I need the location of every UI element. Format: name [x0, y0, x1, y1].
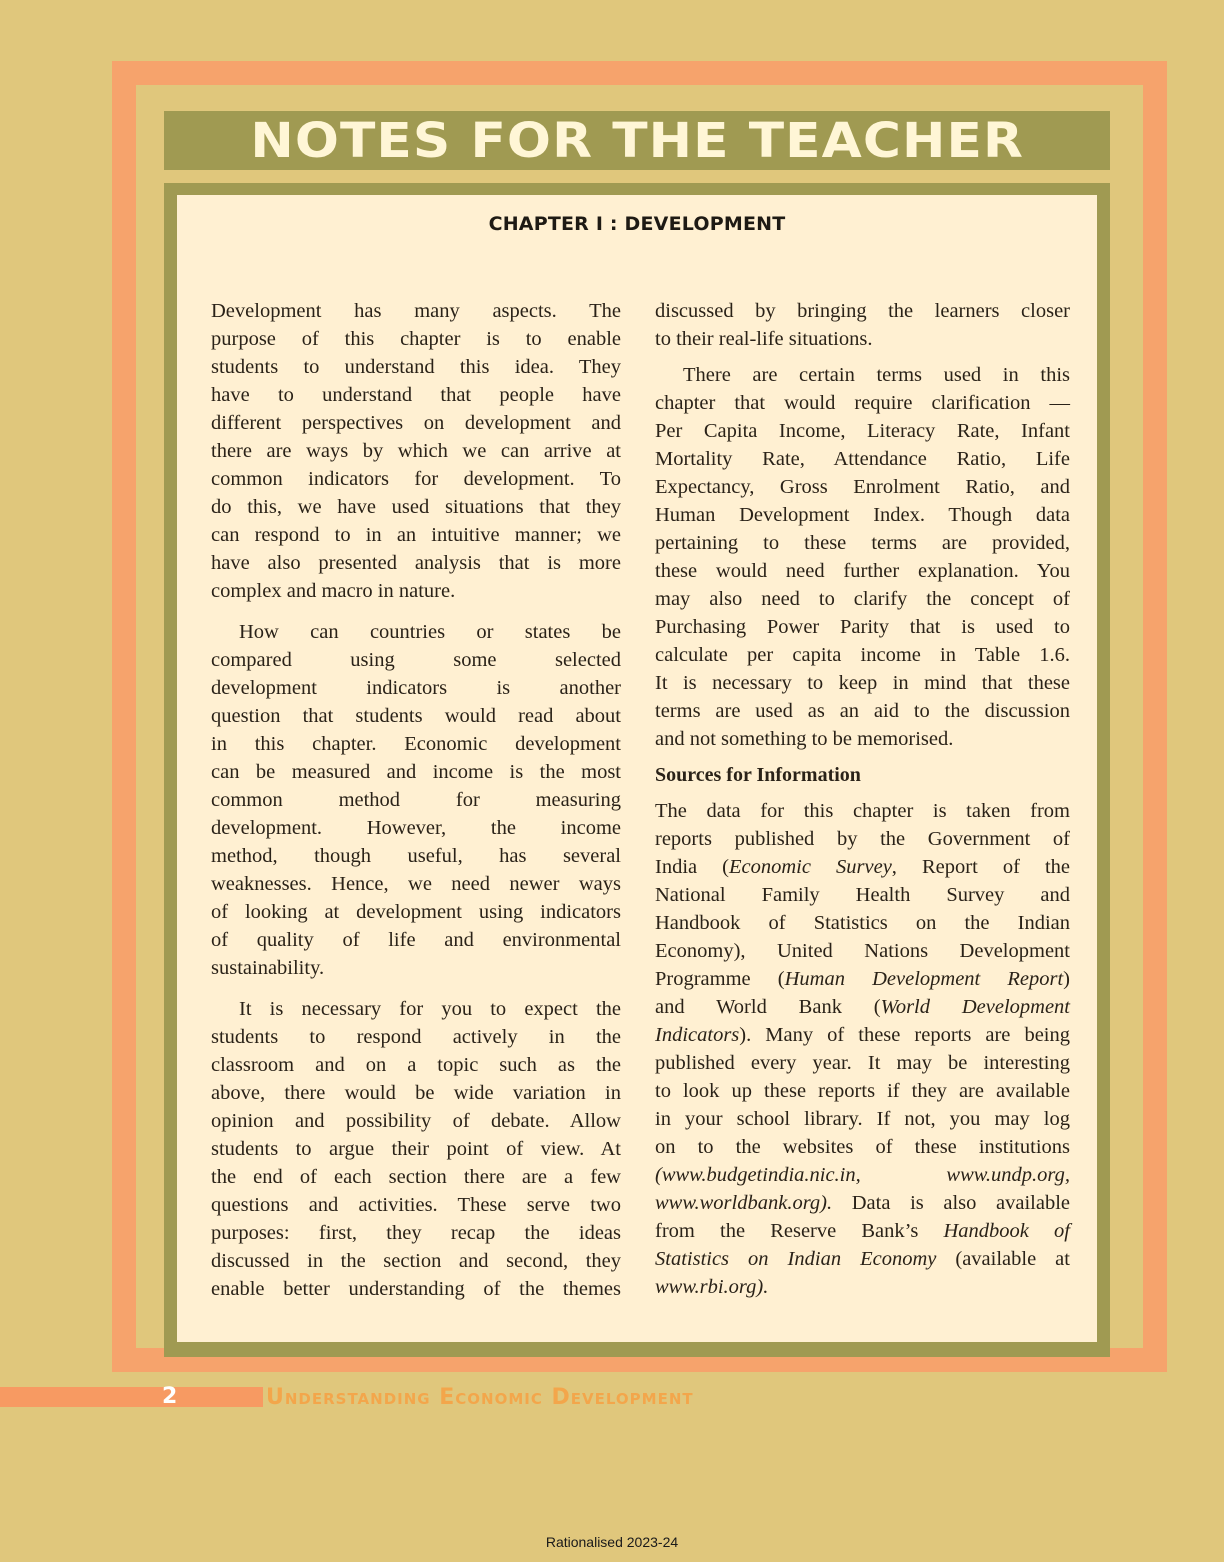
text-line: sustainability.: [211, 957, 325, 979]
text-line: students to respond actively in the: [211, 1026, 621, 1048]
text-line: enable better understanding of the themes: [211, 1278, 621, 1300]
paragraph-continuation: [655, 297, 1070, 353]
text-line: There are certain terms used in this: [683, 364, 1070, 386]
text-line: students to understand this idea. They: [211, 356, 621, 378]
text-line: to their real-life situations.: [655, 328, 873, 350]
text-line: weaknesses. Hence, we need newer ways: [211, 873, 621, 895]
chapter-heading: CHAPTER I : DEVELOPMENT: [488, 213, 786, 235]
text-line: development indicators is another: [211, 677, 621, 699]
text-line: development. However, the income: [211, 817, 621, 839]
text-line: opinion and possibility of debate. Allow: [211, 1110, 621, 1132]
text-line: The data for this chapter is taken from: [655, 800, 1070, 822]
text-line: It is necessary for you to expect the: [239, 998, 621, 1020]
text-line: above, there would be wide variation in: [211, 1082, 621, 1104]
book-title: Understanding Economic Development: [266, 1385, 694, 1410]
text-line: classroom and on a topic such as the: [211, 1054, 621, 1076]
text-line: students to argue their point of view. At: [211, 1138, 621, 1160]
publication-title: Human Development Report: [784, 968, 1064, 990]
paragraph-comparison: [211, 618, 621, 982]
paragraph-aspects: [211, 297, 621, 605]
text-line: in your school library. If not, you may log: [655, 1108, 1070, 1130]
left-column: [211, 297, 621, 1303]
text-line: It is necessary to keep in mind that these: [655, 672, 1070, 694]
text-line: chapter that would require clarification —: [655, 392, 1070, 414]
text-line: do this, we have used situations that they: [211, 496, 621, 518]
publication-title: Indicators: [655, 1024, 740, 1046]
text-line: different perspectives on development and: [211, 412, 621, 434]
text-line: Statistics on Indian Economy (available at: [655, 1248, 1070, 1270]
text-line: Human Development Index. Though data: [655, 504, 1070, 526]
text-line: have also presented analysis that is more: [211, 552, 621, 574]
page-title: NOTES FOR THE TEACHER: [250, 112, 1024, 169]
title-banner: [164, 111, 1110, 170]
text-line: from the Reserve Bank’s Handbook of: [655, 1220, 1070, 1242]
text-line: have to understand that people have: [211, 384, 621, 406]
text-line: National Family Health Survey and: [655, 884, 1070, 906]
text-line: method, though useful, has several: [211, 845, 621, 867]
publication-title: Statistics on Indian Economy: [655, 1248, 937, 1270]
text-line: can be measured and income is the most: [211, 761, 621, 783]
text-line: complex and macro in nature.: [211, 580, 456, 602]
text-line: Programme (Human Development Report): [655, 968, 1070, 990]
text-line: to look up these reports if they are available: [655, 1080, 1070, 1102]
text-line: Per Capita Income, Literacy Rate, Infant: [655, 420, 1070, 442]
text-line: discussed in the section and second, they: [211, 1250, 621, 1272]
text-line: Purchasing Power Parity that is used to: [655, 616, 1070, 638]
website-link: www.rbi.org).: [655, 1276, 769, 1298]
publication-title: Economic Survey: [729, 856, 892, 878]
footer-accent-bar: [0, 1384, 263, 1409]
text-line: common method for measuring: [211, 789, 621, 811]
edition-note: Rationalised 2023-24: [545, 1534, 679, 1550]
text-line: published every year. It may be interesting: [655, 1052, 1070, 1074]
text-line: can respond to in an intuitive manner; we: [211, 524, 621, 546]
page-number: 2: [162, 1384, 178, 1409]
text-line: purpose of this chapter is to enable: [211, 328, 621, 350]
text-line: common indicators for development. To: [211, 468, 621, 490]
website-list: (www.budgetindia.nic.in, www.undp.org,: [655, 1164, 1070, 1186]
text-line: the end of each section there are a few: [211, 1166, 621, 1188]
text-line: Development has many aspects. The: [211, 300, 621, 322]
text-line: these would need further explanation. You: [655, 560, 1070, 582]
text-line: and not something to be memorised.: [655, 728, 954, 750]
text-line: question that students would read about: [211, 705, 621, 727]
text-line: questions and activities. These serve two: [211, 1194, 621, 1216]
paragraph-terms: [655, 361, 1070, 753]
text-line: on to the websites of these institutions: [655, 1136, 1070, 1158]
text-line: in this chapter. Economic development: [211, 733, 621, 755]
text-line: discussed by bringing the learners closer: [655, 300, 1070, 322]
publication-title: Handbook of: [943, 1220, 1070, 1242]
text-line: of looking at development using indicators: [211, 901, 621, 923]
text-line: of quality of life and environmental: [211, 929, 621, 951]
paragraph-sources: [655, 797, 1070, 1301]
publication-title: World Development: [880, 996, 1070, 1018]
sources-heading: Sources for Information: [655, 764, 861, 786]
text-line: and World Bank (World Development: [655, 996, 1070, 1018]
text-line: [655, 1273, 1070, 1301]
text-line: Handbook of Statistics on the Indian: [655, 912, 1070, 934]
text-line: Expectancy, Gross Enrolment Ratio, and: [655, 476, 1070, 498]
text-line: Mortality Rate, Attendance Ratio, Life: [655, 448, 1070, 470]
text-line: terms are used as an aid to the discussion: [655, 700, 1070, 722]
text-line: purposes: first, they recap the ideas: [211, 1222, 621, 1244]
text-line: India (Economic Survey, Report of the: [655, 856, 1070, 878]
text-line: compared using some selected: [211, 649, 621, 671]
text-line: reports published by the Government of: [655, 828, 1070, 850]
text-line: [655, 1161, 1070, 1189]
website-link: www.worldbank.org).: [655, 1192, 833, 1214]
text-line: www.worldbank.org). Data is also available: [655, 1192, 1070, 1214]
paragraph-classroom: [211, 995, 621, 1303]
text-line: Economy), United Nations Development: [655, 940, 1070, 962]
text-line: there are ways by which we can arrive at: [211, 440, 621, 462]
text-line: How can countries or states be: [239, 621, 621, 643]
text-line: may also need to clarify the concept of: [655, 588, 1070, 610]
text-line: Indicators). Many of these reports are being: [655, 1024, 1070, 1046]
text-line: calculate per capita income in Table 1.6.: [655, 644, 1070, 666]
text-line: pertaining to these terms are provided,: [655, 532, 1070, 554]
right-column: [655, 297, 1070, 1301]
